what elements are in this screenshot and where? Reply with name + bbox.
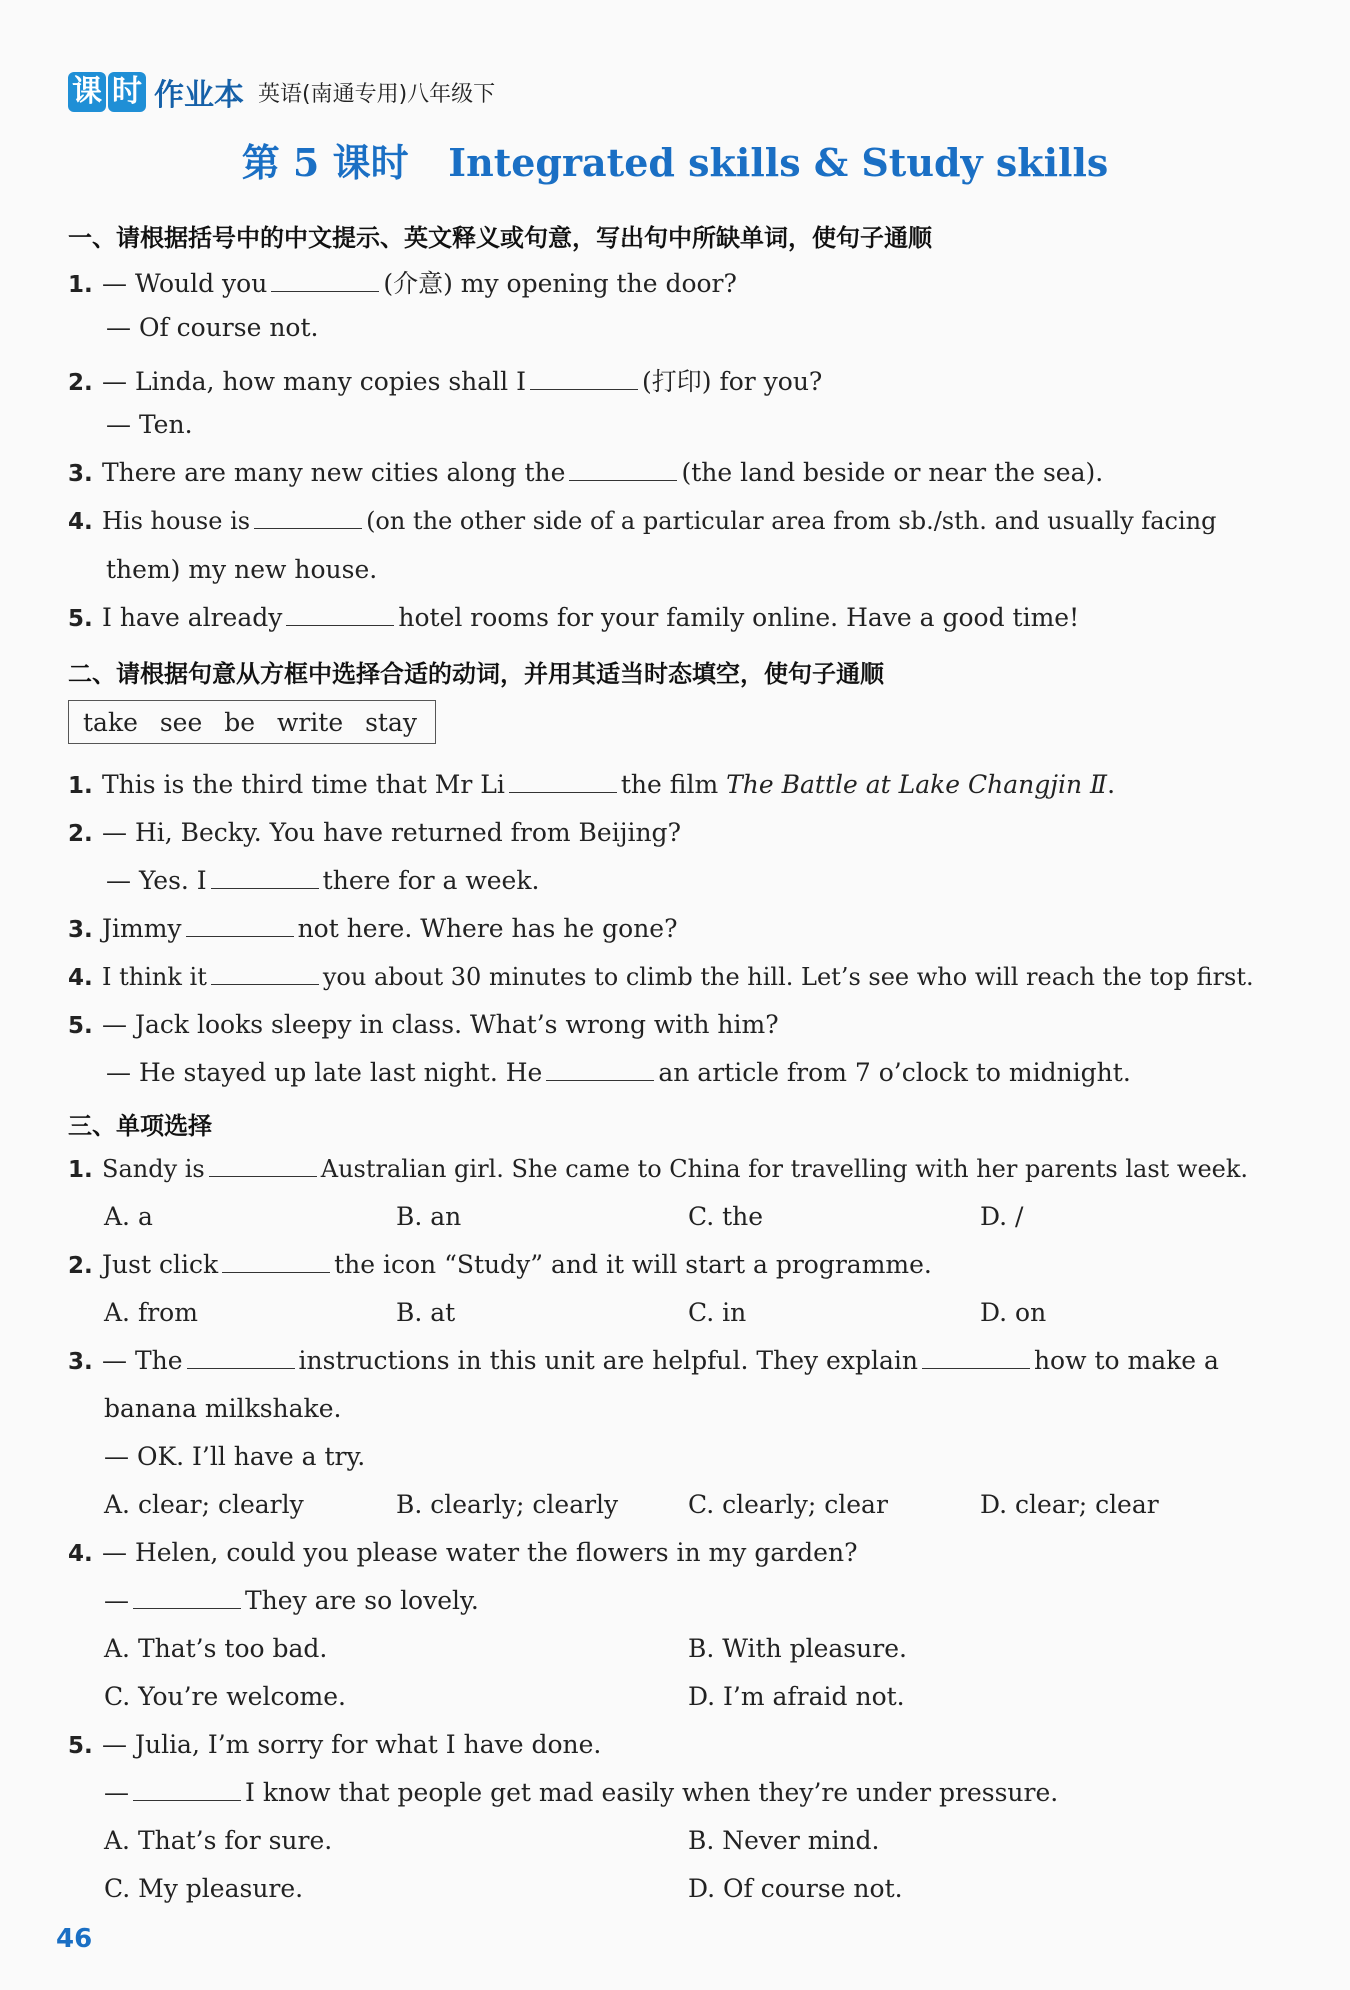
option-c[interactable]: C. the (688, 1202, 764, 1231)
option-a[interactable]: A. That’s too bad. (104, 1634, 328, 1663)
option-b[interactable]: B. With pleasure. (688, 1634, 907, 1663)
option-c[interactable]: C. in (688, 1298, 747, 1327)
question-number: 4. (68, 1541, 93, 1567)
option-c[interactable]: C. My pleasure. (104, 1874, 304, 1903)
question-text: you about 30 minutes to climb the hill. Let’s see who will reach the top first. (322, 963, 1254, 991)
s3-q1 (68, 1154, 1248, 1183)
option-d[interactable]: D. / (980, 1202, 1024, 1231)
question-text: . (1107, 770, 1116, 799)
question-text: I know that people get mad easily when they’re under pressure. (245, 1778, 1059, 1807)
question-text: an article from 7 o’clock to midnight. (658, 1058, 1131, 1087)
question-number: 2. (68, 1253, 93, 1279)
s2-q1 (68, 770, 1115, 799)
logo-text: 作业本 (154, 78, 244, 113)
section-1-heading: 一、请根据括号中的中文提示、英文释义或句意，写出句中所缺单词，使句子通顺 (68, 224, 932, 252)
option-c[interactable]: C. You’re welcome. (104, 1682, 346, 1711)
question-number: 5. (68, 606, 93, 632)
s1-q1 (68, 264, 737, 300)
s3-q5-reply (104, 1778, 1058, 1807)
s3-q2 (68, 1250, 932, 1279)
answer-blank[interactable] (271, 269, 379, 292)
answer-blank[interactable] (546, 1058, 654, 1081)
question-text: — (104, 1586, 129, 1615)
question-text: (打印) for you? (642, 367, 823, 396)
answer-blank[interactable] (254, 506, 362, 529)
answer-blank[interactable] (211, 962, 319, 985)
question-text: not here. Where has he gone? (297, 914, 678, 943)
s1-q4-cont: them) my new house. (106, 555, 378, 584)
question-text: (介意) my opening the door? (383, 269, 737, 298)
question-text: the film (620, 770, 719, 799)
page-number: 46 (56, 1924, 93, 1954)
answer-blank[interactable] (211, 866, 319, 889)
question-text: how to make a (1033, 1346, 1219, 1375)
question-text: (on the other side of a particular area from sb./sth. and usually facing (366, 507, 1217, 535)
s1-q5 (68, 603, 1079, 632)
s2-q2-reply (106, 866, 539, 895)
option-c[interactable]: C. clearly; clear (688, 1490, 888, 1519)
question-number: 5. (68, 1733, 93, 1759)
question-text: — The (102, 1346, 183, 1375)
logo (68, 72, 148, 112)
s3-q5 (68, 1730, 601, 1759)
page-title: 第 5 课时 Integrated skills & Study skills (241, 140, 1109, 185)
question-text: Australian girl. She came to China for travelling with her parents last week. (320, 1155, 1249, 1183)
question-text: — Yes. I (106, 866, 207, 895)
film-title: The Battle at Lake Changjin Ⅱ (726, 770, 1108, 799)
s2-q3 (68, 914, 678, 943)
option-b[interactable]: B. clearly; clearly (396, 1490, 619, 1519)
question-number: 1. (68, 272, 93, 298)
option-d[interactable]: D. Of course not. (688, 1874, 903, 1903)
question-text: There are many new cities along the (102, 458, 566, 487)
option-b[interactable]: B. Never mind. (688, 1826, 880, 1855)
question-number: 4. (68, 965, 93, 991)
question-text: They are so lovely. (245, 1586, 479, 1615)
option-b[interactable]: B. an (396, 1202, 462, 1231)
question-text: — Hi, Becky. You have returned from Beijing? (102, 818, 681, 847)
s1-q3 (68, 458, 1103, 487)
question-text: hotel rooms for your family online. Have a good time! (398, 603, 1080, 632)
question-text: Just click (102, 1250, 219, 1279)
section-3-heading: 三、单项选择 (68, 1112, 212, 1140)
s3-q3 (68, 1346, 1219, 1375)
question-number: 3. (68, 461, 93, 487)
s3-q3-cont: banana milkshake. (104, 1394, 342, 1423)
question-number: 2. (68, 370, 93, 396)
question-number: 4. (68, 509, 93, 535)
option-b[interactable]: B. at (396, 1298, 456, 1327)
s1-q2-reply: — Ten. (106, 410, 193, 439)
header-subtitle: 英语(南通专用)八年级下 (258, 81, 496, 107)
question-text: Sandy is (102, 1155, 205, 1183)
question-number: 5. (68, 1013, 93, 1039)
answer-blank[interactable] (133, 1778, 241, 1801)
section-2-heading: 二、请根据句意从方框中选择合适的动词，并用其适当时态填空，使句子通顺 (68, 660, 884, 688)
s3-q3-reply: — OK. I’ll have a try. (104, 1442, 366, 1471)
answer-blank[interactable] (922, 1346, 1030, 1369)
option-a[interactable]: A. clear; clearly (104, 1490, 304, 1519)
question-text: instructions in this unit are helpful. They explain (298, 1346, 918, 1375)
question-number: 2. (68, 821, 93, 847)
option-a[interactable]: A. That’s for sure. (104, 1826, 333, 1855)
question-text: the icon “Study” and it will start a programme. (334, 1250, 932, 1279)
question-number: 3. (68, 1349, 93, 1375)
answer-blank[interactable] (209, 1154, 317, 1177)
s2-q4 (68, 962, 1254, 991)
s2-q2 (68, 818, 681, 847)
answer-blank[interactable] (187, 1346, 295, 1369)
answer-blank[interactable] (509, 770, 617, 793)
s3-q4 (68, 1538, 857, 1567)
answer-blank[interactable] (286, 603, 394, 626)
option-d[interactable]: D. I’m afraid not. (688, 1682, 905, 1711)
question-text: — (104, 1778, 129, 1807)
question-text: — Linda, how many copies shall I (102, 367, 526, 396)
s1-q1-reply: — Of course not. (106, 313, 319, 342)
s1-q2 (68, 362, 822, 398)
question-number: 1. (68, 1157, 93, 1183)
answer-blank[interactable] (569, 458, 677, 481)
s2-q5 (68, 1010, 779, 1039)
s2-q5-reply (106, 1058, 1131, 1087)
option-a[interactable]: A. a (104, 1202, 153, 1231)
answer-blank[interactable] (133, 1586, 241, 1609)
header (68, 70, 495, 114)
question-text: I think it (102, 963, 207, 991)
question-text: (the land beside or near the sea). (681, 458, 1104, 487)
question-text: — Helen, could you please water the flowers in my garden? (102, 1538, 858, 1567)
logo-char-1: 课 (68, 72, 106, 112)
question-text: I have already (102, 603, 283, 632)
question-text: there for a week. (322, 866, 540, 895)
logo-char-2: 时 (108, 72, 146, 112)
question-text: — Would you (102, 269, 268, 298)
question-text: — Jack looks sleepy in class. What’s wrong with him? (102, 1010, 779, 1039)
answer-blank[interactable] (186, 914, 294, 937)
s1-q4 (68, 506, 1216, 535)
question-number: 1. (68, 773, 93, 799)
option-d[interactable]: D. on (980, 1298, 1047, 1327)
question-text: This is the third time that Mr Li (102, 770, 505, 799)
option-d[interactable]: D. clear; clear (980, 1490, 1159, 1519)
answer-blank[interactable] (222, 1250, 330, 1273)
question-text: His house is (102, 507, 251, 535)
word-box: take see be write stay (68, 700, 436, 744)
question-number: 3. (68, 917, 93, 943)
s3-q4-reply (104, 1586, 479, 1615)
question-text: — He stayed up late last night. He (106, 1058, 543, 1087)
option-a[interactable]: A. from (104, 1298, 198, 1327)
question-text: — Julia, I’m sorry for what I have done. (102, 1730, 602, 1759)
answer-blank[interactable] (530, 367, 638, 390)
question-text: Jimmy (102, 914, 182, 943)
